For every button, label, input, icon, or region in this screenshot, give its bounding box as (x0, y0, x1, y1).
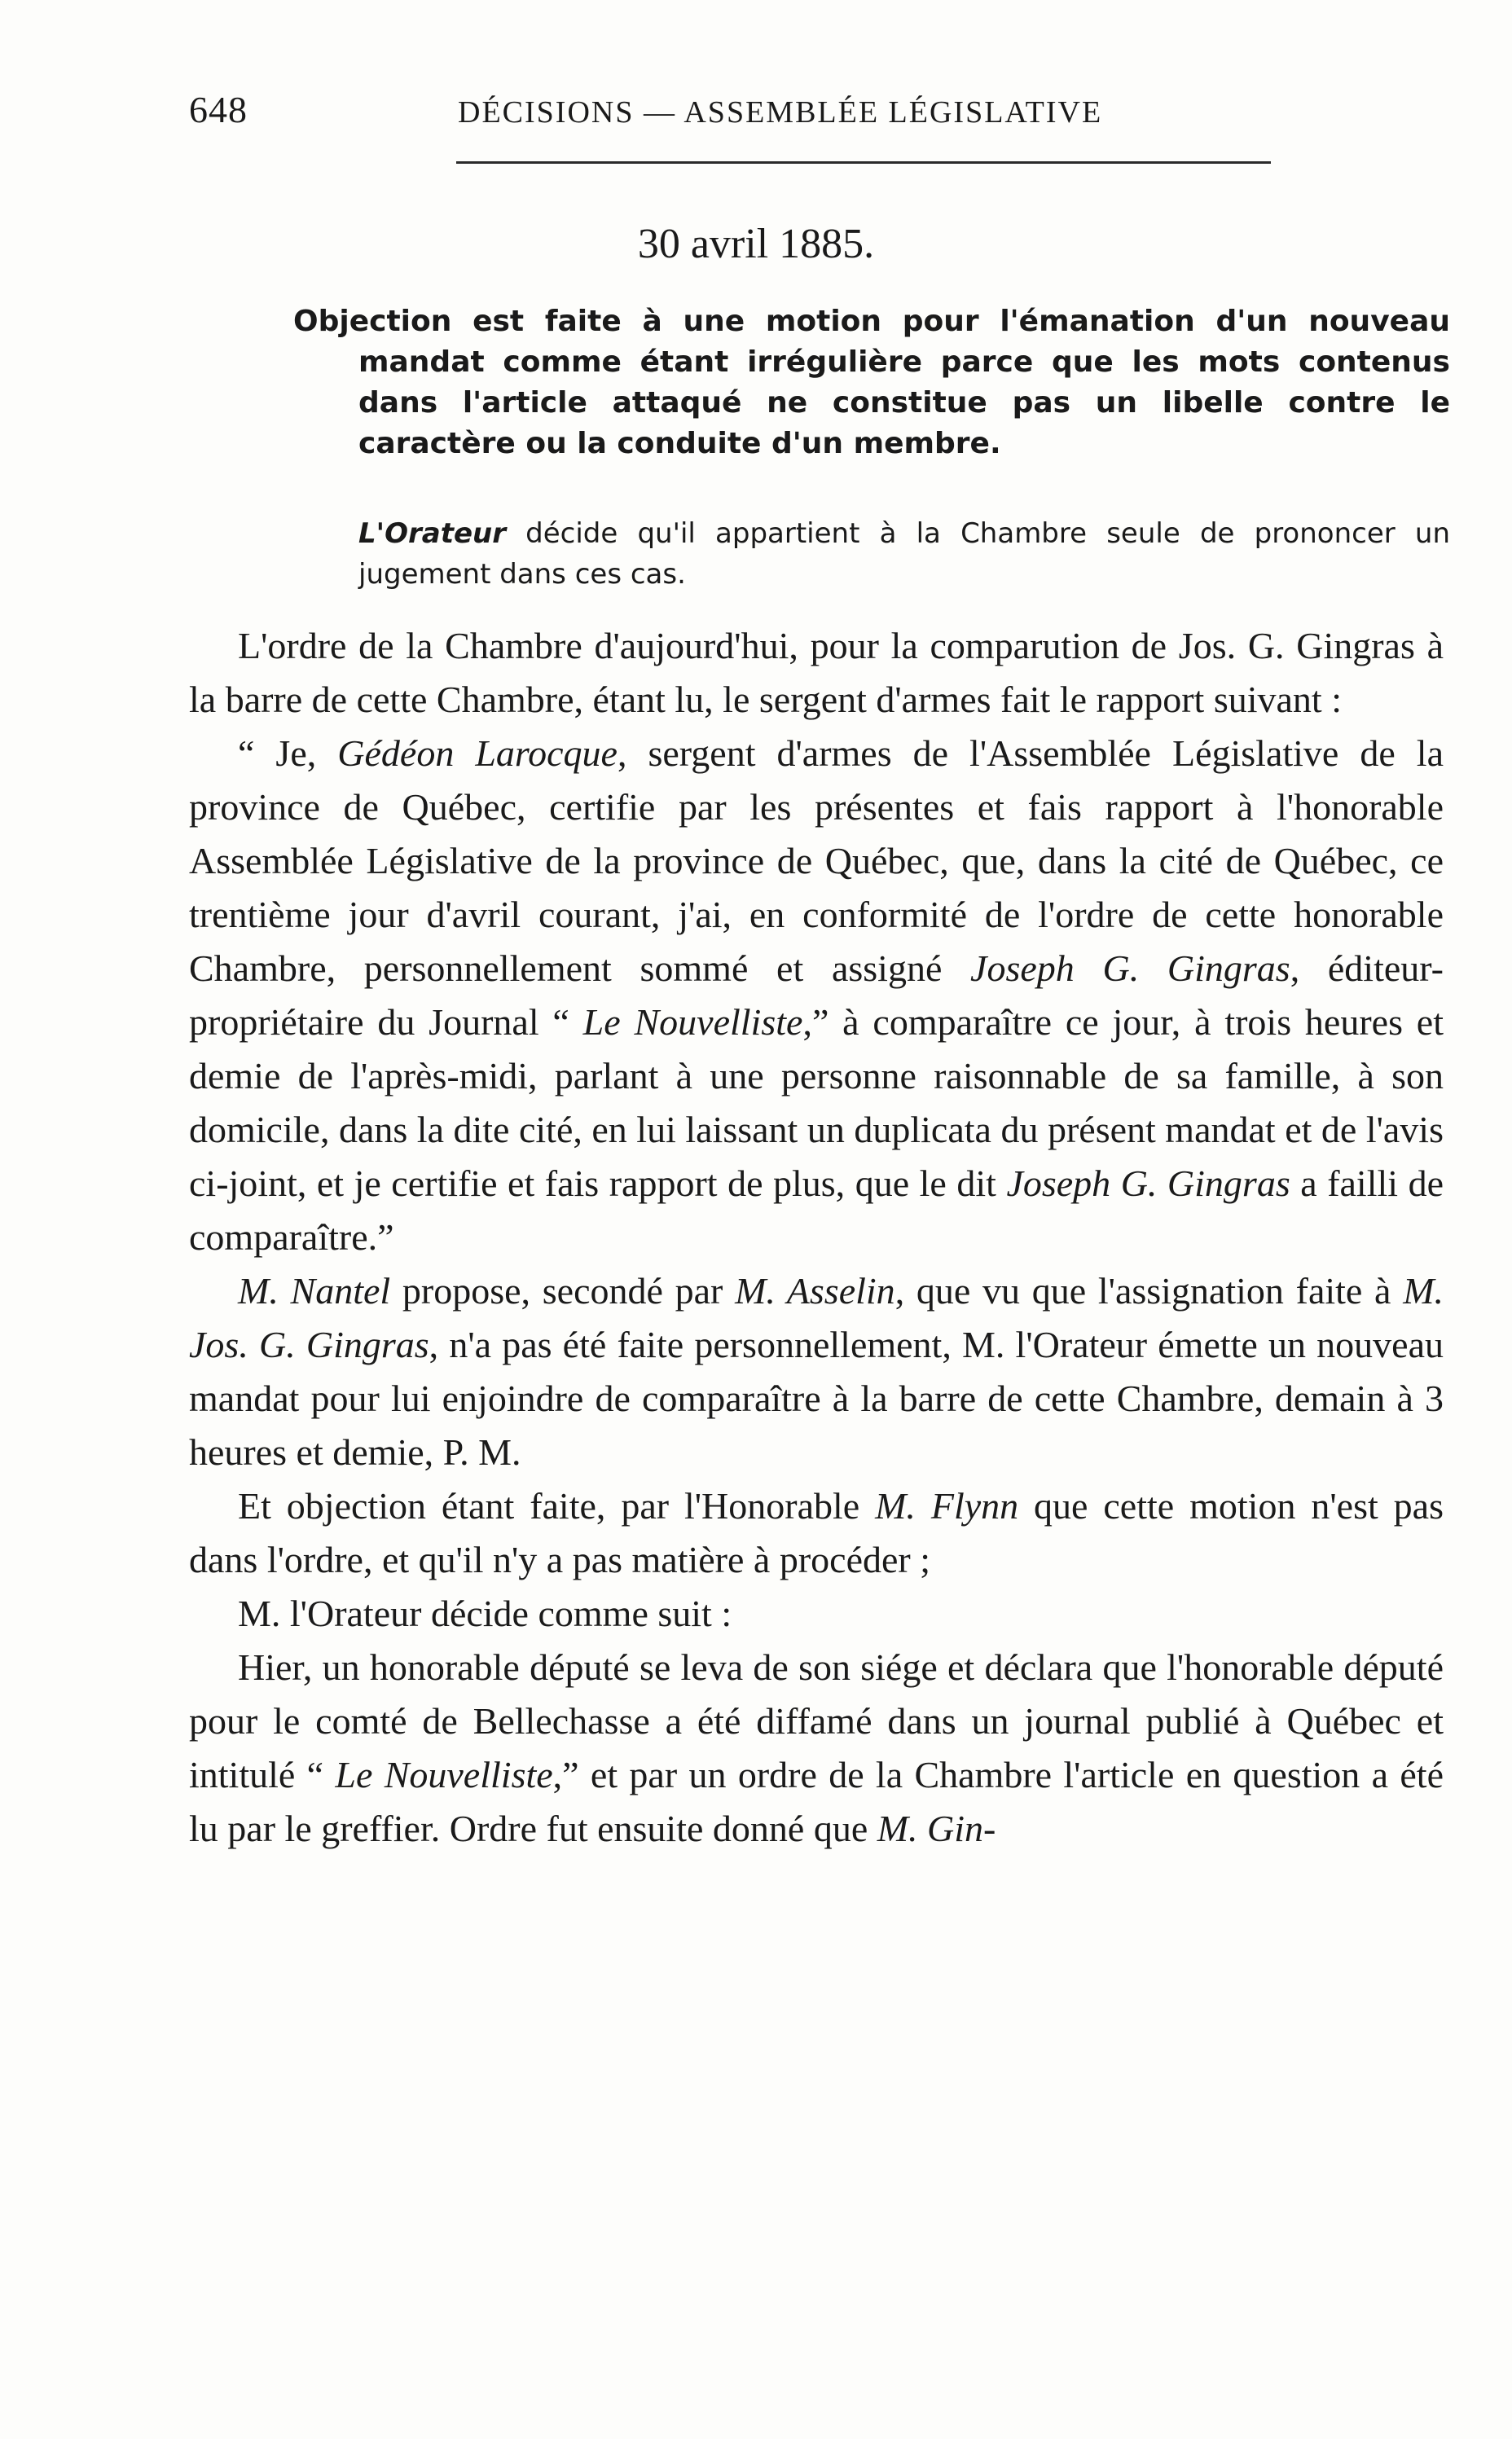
italic-run: Joseph G. Gingras (1006, 1162, 1290, 1204)
italic-run: Gédéon Larocque (337, 732, 618, 774)
page-header (189, 88, 1444, 145)
text-run: que cette motion n'est pas dans l'ordre, et qu'il n'y a pas matière à procéder ; (189, 1485, 1444, 1580)
body-paragraph (189, 1587, 1444, 1641)
italic-run: M. Flynn (875, 1485, 1019, 1527)
italic-run: Le Nouvelliste (335, 1754, 553, 1795)
italic-run: M. Jos. G. Gingras (189, 1270, 1444, 1365)
italic-run: M. Asselin (735, 1270, 895, 1312)
body-paragraph (189, 1264, 1444, 1479)
body-paragraph (189, 1479, 1444, 1587)
text-run: , sergent d'armes de l'Assemblée Législative de la province de Québec, certifie par les présentes et fais rapport à l'honorable Assemblée Législative de la province de Québec, que, dans la cité de Québec, ce trentième jour d'avril courant, j'ai, en conformité de l'ordre de cette honorable Chambre, personnellement sommé et assigné (189, 732, 1444, 989)
text-run: propose, secondé par (390, 1270, 736, 1312)
italic-run: Joseph G. Gingras (970, 947, 1290, 989)
body-text (189, 619, 1444, 1856)
text-run: M. l'Orateur décide comme suit : (238, 1593, 732, 1634)
entry-date: 30 avril 1885. (637, 221, 875, 267)
text-run: , que vu que l'assignation faite à (894, 1270, 1404, 1312)
text-run: a failli de comparaître.” (189, 1162, 1444, 1258)
text-run: “ Je, (238, 732, 338, 774)
text-run: , n'a pas été faite personnellement, M. l'Orateur émette un nouveau mandat pour lui enjoindre de comparaître à la barre de cette Chambre, demain à 3 heures et demie, P. M. (189, 1324, 1444, 1473)
text-run: ,” et par un ordre de la Chambre l'article en question a été lu par le greffier. Ordre fut ensuite donné que (189, 1754, 1444, 1849)
ruling-speaker: L'Orateur (358, 517, 506, 550)
italic-run: Le Nouvelliste (582, 1001, 803, 1043)
body-paragraph (189, 727, 1444, 1264)
page-number: 648 (189, 89, 248, 130)
italic-run: M. Nantel (238, 1270, 391, 1312)
speaker-ruling (358, 513, 1450, 595)
ruling-text: décide qu'il appartient à la Chambre seule de prononcer un jugement dans ces cas. (358, 517, 1450, 591)
decision-summary: Objection est faite à une motion pour l'émanation d'un nouveau mandat comme étant irrégulière parce que les mots contenus dans l'article attaqué ne constitue pas un libelle contre le caractère ou la conduite d'un membre. (293, 305, 1450, 460)
italic-run: M. Gin- (877, 1808, 996, 1849)
text-run: ,” à comparaître ce jour, à trois heures et demie de l'après-midi, parlant à une personne raisonnable de sa famille, à son domicile, dans la dite cité, en lui laissant un duplicata du présent mandat et de l'avis ci-joint, et je certifie et fais rapport de plus, que le dit (189, 1001, 1444, 1204)
body-paragraph (189, 619, 1444, 727)
running-head: DÉCISIONS — ASSEMBLÉE LÉGISLATIVE (458, 95, 1103, 130)
body-paragraph (189, 1641, 1444, 1856)
text-run: Et objection étant faite, par l'Honorable (238, 1485, 876, 1527)
header-divider (456, 161, 1271, 164)
text-run: Hier, un honorable député se leva de son siége et déclara que l'honorable député pour le comté de Bellechasse a été diffamé dans un journal publié à Québec et intitulé “ (189, 1646, 1444, 1795)
text-run: , éditeur-propriétaire du Journal “ (189, 947, 1444, 1043)
text-run: L'ordre de la Chambre d'aujourd'hui, pour la comparution de Jos. G. Gingras à la barre de cette Chambre, étant lu, le sergent d'armes fait le rapport suivant : (189, 625, 1444, 720)
